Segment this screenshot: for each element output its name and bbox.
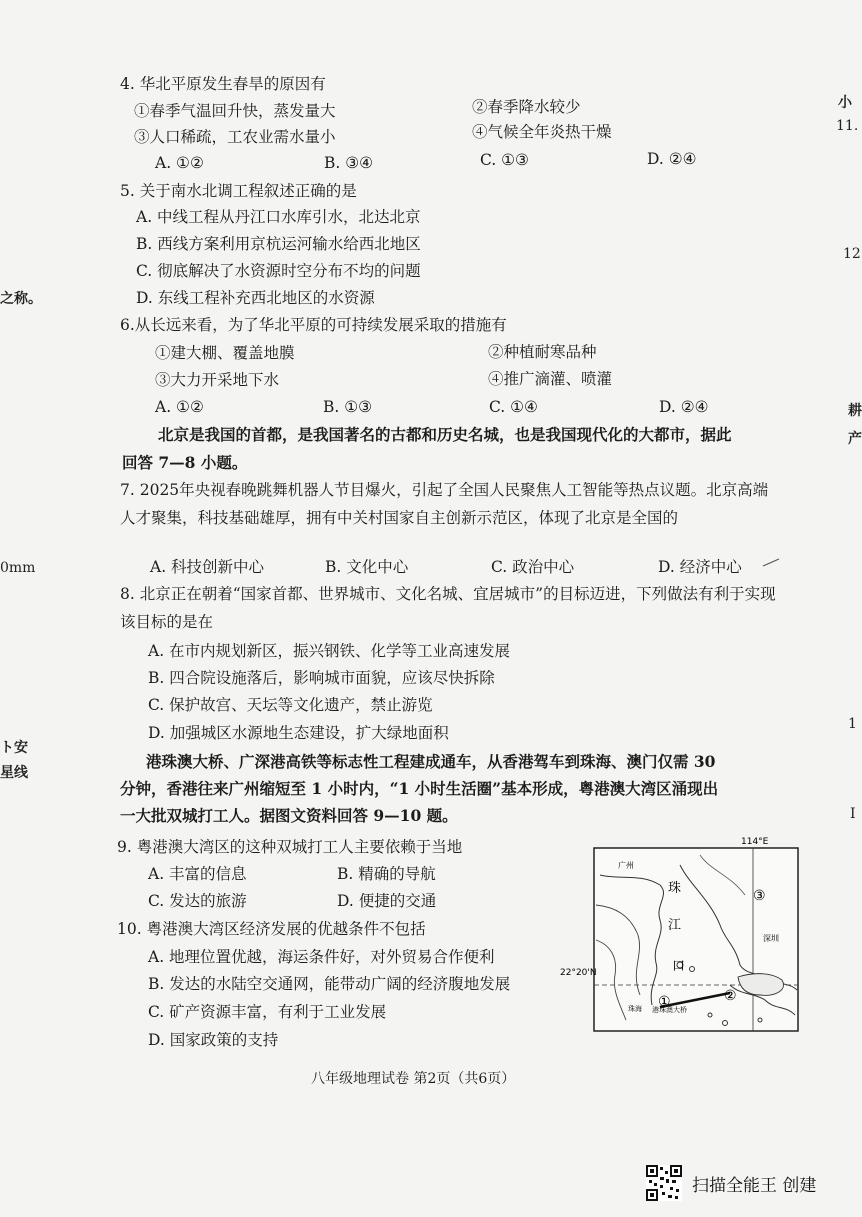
- scanner-label: 扫描全能王 创建: [692, 1176, 817, 1196]
- question-10-stem: 10. 粤港澳大湾区经济发展的优越条件不包括: [117, 920, 426, 938]
- question-7-stem: 7. 2025年央视春晚跳舞机器人节目爆火，引起了全国人民聚焦人工智能等热点议题。北京高端人才聚集，科技基础雄厚，拥有中关村国家自主创新示范区，体现了北京是全国的: [120, 481, 769, 527]
- question-8-option-c: C. 保护故宫、天坛等文化遗产，禁止游览: [148, 696, 433, 714]
- map-marker-2: ②: [724, 988, 737, 1004]
- question-4-choice-b: B. ③④: [324, 154, 374, 172]
- edge-right-text: 小: [838, 95, 852, 111]
- edge-left-text: 0mm: [0, 560, 36, 576]
- question-6-choice-d: D. ②④: [659, 398, 709, 416]
- question-4-statement: ②春季降水较少: [472, 98, 581, 116]
- edge-left-text: 星线: [0, 765, 28, 781]
- edge-right-text: 耕: [848, 403, 862, 419]
- question-8-stem: 8. 北京正在朝着“国家首都、世界城市、文化名城、宜居城市”的目标迈进，下列做法有利于实现该目标的是在: [120, 585, 776, 631]
- map-marker-1: ①: [658, 994, 671, 1010]
- reading-intro-7-8: 回答 7—8 小题。: [122, 453, 248, 472]
- question-9-choice-b: B. 精确的导航: [337, 865, 436, 883]
- question-7-choice-c: C. 政治中心: [491, 558, 575, 576]
- map-latitude-label: 22°20'N: [560, 968, 597, 978]
- question-4-choice-c: C. ①③: [480, 151, 529, 169]
- question-7-choice-d: D. 经济中心: [658, 558, 742, 576]
- greater-bay-area-map: [560, 837, 800, 1035]
- question-10-option-d: D. 国家政策的支持: [148, 1031, 279, 1049]
- question-5-option-a: A. 中线工程从丹江口水库引水，北达北京: [136, 208, 421, 226]
- reading-intro-7-8: 北京是我国的首都，是我国著名的古都和历史名城，也是我国现代化的大都市，据此: [158, 425, 732, 444]
- question-6-choice-c: C. ①④: [489, 398, 538, 416]
- question-4-stem: 4. 华北平原发生春旱的原因有: [120, 75, 326, 93]
- edge-right-text: 12: [843, 246, 861, 262]
- question-4-statement: ③人口稀疏，工农业需水量小: [134, 128, 336, 146]
- question-10-option-c: C. 矿产资源丰富，有利于工业发展: [148, 1003, 387, 1021]
- question-6-choice-a: A. ①②: [155, 398, 204, 416]
- question-6-statement: ①建大棚、覆盖地膜: [155, 344, 295, 362]
- map-marker-3: ③: [753, 888, 766, 904]
- question-8-option-d: D. 加强城区水源地生态建设，扩大绿地面积: [148, 724, 449, 742]
- question-6-statement: ②种植耐寒品种: [488, 343, 597, 361]
- edge-left-text: 之称。: [0, 291, 42, 307]
- question-6-statement: ③大力开采地下水: [155, 371, 280, 389]
- question-6-stem: 6.从长远来看，为了华北平原的可持续发展采取的措施有: [120, 316, 507, 334]
- question-4-statement: ①春季气温回升快，蒸发量大: [134, 102, 336, 120]
- question-5-option-b: B. 西线方案利用京杭运河输水给西北地区: [136, 235, 421, 253]
- question-9-choice-d: D. 便捷的交通: [337, 892, 437, 910]
- question-5-option-d: D. 东线工程补充西北地区的水资源: [136, 289, 375, 307]
- question-4-statement: ④气候全年炎热干燥: [472, 123, 612, 141]
- map-label-river: 珠: [668, 881, 682, 896]
- question-9-choice-a: A. 丰富的信息: [148, 865, 247, 883]
- question-9-choice-c: C. 发达的旅游: [148, 892, 247, 910]
- question-9-stem: 9. 粤港澳大湾区的这种双城打工人主要依赖于当地: [117, 838, 463, 856]
- map-label-bridge: 港珠澳大桥: [652, 1006, 687, 1014]
- edge-right-text: 1: [848, 716, 857, 732]
- question-5-option-c: C. 彻底解决了水资源时空分布不均的问题: [136, 262, 421, 280]
- reading-intro-9-10: 港珠澳大桥、广深港高铁等标志性工程建成通车，从香港驾车到珠海、澳门仅需 30: [146, 752, 716, 771]
- question-10-option-a: A. 地理位置优越，海运条件好，对外贸易合作便利: [148, 948, 495, 966]
- edge-right-text: I: [850, 806, 856, 822]
- question-10-option-b: B. 发达的水陆空交通网，能带动广阔的经济腹地发展: [148, 975, 511, 993]
- question-6-choice-b: B. ①③: [323, 398, 373, 416]
- question-4-choice-a: A. ①②: [155, 154, 204, 172]
- page-footer: 八年级地理试卷 第2页（共6页）: [311, 1071, 516, 1087]
- edge-right-text: 产: [848, 431, 862, 447]
- map-label-guangzhou: 广州: [618, 861, 634, 870]
- question-7-choice-b: B. 文化中心: [325, 558, 409, 576]
- question-8-option-a: A. 在市内规划新区，振兴钢铁、化学等工业高速发展: [148, 642, 511, 660]
- map-label-river: 口: [672, 959, 686, 974]
- edge-right-text: 11.: [836, 118, 859, 134]
- qr-code-icon: [646, 1165, 682, 1201]
- map-label-zhuhai: 珠海: [628, 1005, 642, 1013]
- scanner-watermark: [646, 1163, 846, 1203]
- question-6-statement: ④推广滴灌、喷灌: [488, 370, 613, 388]
- reading-intro-9-10: 分钟，香港往来广州缩短至 1 小时内，“1 小时生活圈”基本形成，粤港澳大湾区涌现出: [120, 779, 719, 798]
- map-label-shenzhen: 深圳: [763, 934, 779, 943]
- pencil-mark-icon: [762, 557, 780, 567]
- question-5-stem: 5. 关于南水北调工程叙述正确的是: [120, 182, 357, 200]
- reading-intro-9-10: 一大批双城打工人。据图文资料回答 9—10 题。: [120, 806, 458, 825]
- question-8-option-b: B. 四合院设施落后，影响城市面貌，应该尽快拆除: [148, 669, 495, 687]
- map-label-river: 江: [668, 918, 682, 933]
- edge-left-text: ト安: [0, 740, 28, 756]
- question-4-choice-d: D. ②④: [647, 150, 697, 168]
- question-7-choice-a: A. 科技创新中心: [150, 558, 265, 576]
- map-longitude-label: 114°E: [741, 837, 769, 847]
